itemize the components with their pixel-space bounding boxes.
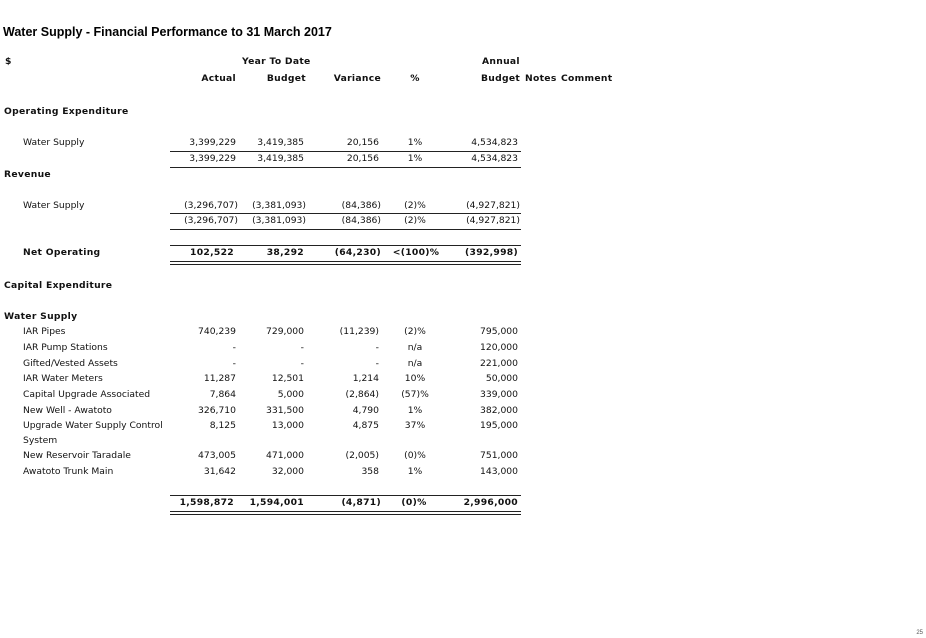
annual-cell: (4,927,821) <box>466 215 520 226</box>
variance-cell: 20,156 <box>346 153 379 164</box>
variance-cell: (84,386) <box>341 200 381 211</box>
actual-cell: - <box>232 358 236 369</box>
actual-cell: - <box>232 342 236 353</box>
annual-cell: (392,998) <box>465 247 518 258</box>
budget-cell: 3,419,385 <box>257 137 304 148</box>
subtotal-rule <box>170 213 521 214</box>
percent-cell: n/a <box>407 342 423 353</box>
annual-cell: 4,534,823 <box>471 153 518 164</box>
budget-cell: - <box>300 358 304 369</box>
variance-column-header: Variance <box>333 73 381 84</box>
percent-cell: 10% <box>404 373 426 384</box>
row-label: Net Operating <box>23 247 101 258</box>
variance-cell: - <box>375 358 379 369</box>
double-rule <box>170 511 521 512</box>
actual-cell: 740,239 <box>198 326 236 337</box>
percent-cell: 1% <box>407 466 423 477</box>
annual-cell: 221,000 <box>480 358 518 369</box>
budget-cell: 5,000 <box>277 389 304 400</box>
percent-cell: (57)% <box>401 389 429 400</box>
section-heading: Capital Expenditure <box>4 280 113 291</box>
actual-cell: 326,710 <box>198 405 236 416</box>
actual-cell: (3,296,707) <box>184 200 238 211</box>
annual-cell: 4,534,823 <box>471 137 518 148</box>
actual-cell: 102,522 <box>190 247 234 258</box>
variance-cell: (64,230) <box>334 247 381 258</box>
row-label: IAR Pipes <box>23 326 66 337</box>
variance-cell: 4,790 <box>352 405 379 416</box>
actual-cell: 31,642 <box>203 466 236 477</box>
variance-cell: (4,871) <box>341 497 381 508</box>
comment-column-header: Comment <box>561 73 613 84</box>
currency-label: $ <box>5 56 12 67</box>
percent-cell: (0)% <box>401 497 427 508</box>
actual-cell: 3,399,229 <box>189 137 236 148</box>
total-top-rule <box>170 495 521 496</box>
percent-cell: n/a <box>407 358 423 369</box>
percent-cell: 1% <box>407 153 423 164</box>
double-rule <box>170 514 521 515</box>
budget-cell: 32,000 <box>271 466 304 477</box>
percent-cell: (0)% <box>404 450 426 461</box>
section-heading: Operating Expenditure <box>4 106 129 117</box>
budget-cell: 12,501 <box>271 373 304 384</box>
percent-column-header: % <box>410 73 420 84</box>
budget-cell: 471,000 <box>266 450 304 461</box>
row-label: Water Supply <box>23 137 85 148</box>
row-label: IAR Pump Stations <box>23 342 108 353</box>
subsection-heading: Water Supply <box>4 311 78 322</box>
row-label: IAR Water Meters <box>23 373 103 384</box>
variance-cell: 4,875 <box>352 420 379 431</box>
annual-cell: 143,000 <box>480 466 518 477</box>
double-rule <box>170 261 521 262</box>
subtotal-rule <box>170 229 521 230</box>
annual-cell: 195,000 <box>480 420 518 431</box>
row-label: Awatoto Trunk Main <box>23 466 114 477</box>
budget-cell: 38,292 <box>266 247 304 258</box>
page-number: 25 <box>916 630 923 636</box>
variance-cell: 1,214 <box>352 373 379 384</box>
variance-cell: (2,864) <box>345 389 379 400</box>
percent-cell: (2)% <box>404 200 426 211</box>
annual-cell: 2,996,000 <box>463 497 518 508</box>
actual-cell: 1,598,872 <box>179 497 234 508</box>
subtotal-rule <box>170 167 521 168</box>
variance-cell: - <box>375 342 379 353</box>
budget-cell: 331,500 <box>266 405 304 416</box>
section-heading: Revenue <box>4 169 51 180</box>
row-label: New Reservoir Taradale <box>23 450 131 461</box>
row-label: Gifted/Vested Assets <box>23 358 118 369</box>
row-label: New Well - Awatoto <box>23 405 112 416</box>
variance-cell: (2,005) <box>345 450 379 461</box>
row-label: Capital Upgrade Associated <box>23 389 151 400</box>
variance-cell: (84,386) <box>341 215 381 226</box>
percent-cell: 37% <box>404 420 426 431</box>
notes-column-header: Notes <box>525 73 557 84</box>
budget-cell: (3,381,093) <box>252 200 306 211</box>
ytd-group-header: Year To Date <box>242 56 311 67</box>
budget-cell: 13,000 <box>271 420 304 431</box>
percent-cell: <(100)% <box>392 247 440 258</box>
budget-cell: 729,000 <box>266 326 304 337</box>
net-top-rule <box>170 245 521 246</box>
annual-group-header: Annual <box>482 56 520 67</box>
actual-cell: 3,399,229 <box>189 153 236 164</box>
page-title: Water Supply - Financial Performance to 31 March 2017 <box>3 25 332 39</box>
budget-cell: (3,381,093) <box>252 215 306 226</box>
variance-cell: 358 <box>361 466 379 477</box>
annual-cell: 339,000 <box>480 389 518 400</box>
annual-cell: 50,000 <box>485 373 518 384</box>
annual-cell: (4,927,821) <box>466 200 520 211</box>
annual-cell: 751,000 <box>480 450 518 461</box>
budget-column-header: Budget <box>266 73 306 84</box>
percent-cell: (2)% <box>404 215 426 226</box>
variance-cell: (11,239) <box>339 326 379 337</box>
percent-cell: 1% <box>407 405 423 416</box>
subtotal-rule <box>170 151 521 152</box>
annual-cell: 120,000 <box>480 342 518 353</box>
actual-cell: 473,005 <box>198 450 236 461</box>
percent-cell: (2)% <box>404 326 426 337</box>
percent-cell: 1% <box>407 137 423 148</box>
row-label: Water Supply <box>23 200 85 211</box>
budget-cell: - <box>300 342 304 353</box>
row-label-continuation: System <box>23 435 58 446</box>
budget-cell: 3,419,385 <box>257 153 304 164</box>
actual-column-header: Actual <box>201 73 236 84</box>
actual-cell: 8,125 <box>209 420 236 431</box>
actual-cell: 11,287 <box>203 373 236 384</box>
double-rule <box>170 264 521 265</box>
actual-cell: (3,296,707) <box>184 215 238 226</box>
annual-cell: 795,000 <box>480 326 518 337</box>
actual-cell: 7,864 <box>209 389 236 400</box>
annual-cell: 382,000 <box>480 405 518 416</box>
budget-cell: 1,594,001 <box>249 497 304 508</box>
annual-budget-column-header: Budget <box>481 73 521 84</box>
variance-cell: 20,156 <box>346 137 379 148</box>
row-label: Upgrade Water Supply Control <box>23 420 163 431</box>
